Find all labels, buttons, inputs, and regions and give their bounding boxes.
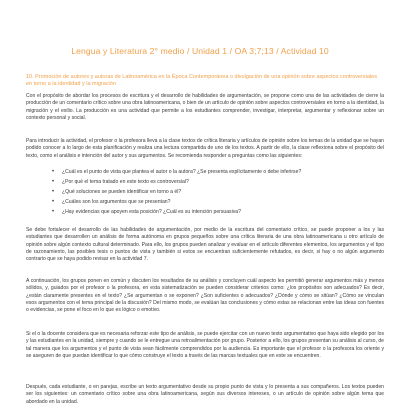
question-item [52, 188, 372, 198]
question-text: ¿Qué soluciones se pueden identificar en torno a él? [62, 188, 182, 195]
writing-paragraph: Después, cada estudiante, o en parejas, escribe un texto argumentativo desde su propio punto de vista y lo presenta a sus compañeros. Los textos pueden ser los siguientes: un comentario crítico sobre una obra latinoamericana, según sus diversos intereses, o un artículo de opinión sobre algún tema que abordado en la unidad. [26, 384, 384, 405]
bullet-icon: • [52, 178, 55, 185]
discussion-paragraph: A continuación, los grupos ponen en común y discuten los resultados de su análisis y concluyen cuál aspecto les permitió generar argumentos más y menos sólidos, y, guiados por el profesor o la profesora, en esta sistematización se pueden considerar criterios como: ¿los propósitos son adecuados? Es decir, ¿están claramente presentes en el texto? ¿Se argumentan o se exponen? ¿Son suficientes o adecuados? ¿Dónde y cómo se sitúan? ¿Cómo se vinculan esos argumentos con el tema principal de la discusión? Del mismo modo, se evalúan las conclusiones y cómo estas se relacionan entre las ideas con fuentes o evidencias, se pone el foco en lo que es lógico o emotivo. [26, 278, 384, 314]
question-item [52, 198, 372, 208]
activity-heading: 10. Promoción de autores y autoras de Latinoamérica en la Época Contemporánea o divulgación de una opinión sobre aspectos controversiales en torno a la identidad y la migración [26, 74, 377, 88]
question-text: ¿Cuál es el punto de vista que plantea el autor o la autora? ¿Se presenta explícitamente o debe inferirse? [62, 169, 302, 175]
bullet-icon: • [52, 208, 55, 215]
question-item [52, 168, 372, 178]
document-title: Lengua y Literatura 2° medio / Unidad 1 / OA 3;7;13 / Actividad 10 [71, 46, 329, 56]
bullet-icon: • [52, 188, 55, 195]
question-item [52, 178, 372, 188]
reinforcement-paragraph: Si el o la docente considera que es necesaria reforzar este tipo de análisis, se puede ejercitar con un nuevo texto argumentativo que haya sido elegido por los y las estudiantes en la unidad, siempre y cuando se le entregue una retroalimentación por grupo. Posterior a ello, los grupos presentan su análisis al curso, de tal manera que los argumentos y el punto de vista sean fácilmente comprendidos por la audiencia. Es importante que el profesor o la profesora los oriente y se aseguren de que puedan identificar lo que cómo construye el texto a través de las marcas textuales que en este se encuentren. [26, 331, 384, 359]
question-text: ¿Cuáles son los argumentos que se presentan? [62, 198, 171, 205]
intro-paragraph: Con el propósito de abordar los procesos de escritura y el desarrollo de habilidades de argumentación, se propone como una de las actividades de cierre la producción de un comentario crítico sobre una obra latinoamericana, o bien de un artículo de opinión sobre aspectos controversiales en torno a la identidad, la migración y el exilio. La producción es una actividad que permite a los estudiantes comprender, investigar, interpretar, argumentar y reflexionar sobre un contexto personal y social. [26, 93, 384, 121]
bullet-icon: • [52, 198, 55, 205]
question-text: ¿Hay evidencias que apoyen esta posición? ¿Cuál es su intención persuasiva? [62, 208, 241, 215]
analysis-paragraph: Se debe fortalecer el desarrollo de las habilidades de argumentación, por medio de la escritura del comentario crítico, se puede proponer a los y las estudiantes que desarrollen un análisis de forma autónoma en grupos pequeños sobre una crítica literaria de una obra latinoamericana u otro artículo de opinión sobre algún contexto cultural determinado. Para ello, los grupos pueden analizar y evaluar en el artículo diferentes elementos, los argumentos y el tipo de razonamiento, las posibles tesis o puntos de vista y también si estos se encuentran suficientemente refutados, es decir, si hay o no algún argumento contrario que se haya podido revisar en la actividad 7. [26, 227, 384, 263]
question-text: ¿Por qué el tema tratado en este texto es controversial? [62, 178, 189, 185]
instructions-paragraph: Para introducir la actividad, el profesor o la profesora lleva a la clase textos de crítica literaria y artículos de opinión sobre los temas de la unidad que se hayan podido conocer a lo largo de esta planificación y realiza una lectura compartida de uno de los textos. A partir de ello, la clase reflexiona sobre el propósito del texto, como el análisis e intención del autor y sus argumentos. Se recomienda responder a preguntas como las siguientes: [26, 138, 384, 159]
bullet-icon: • [52, 169, 55, 175]
question-item [52, 208, 372, 218]
guiding-questions-list [52, 168, 372, 218]
